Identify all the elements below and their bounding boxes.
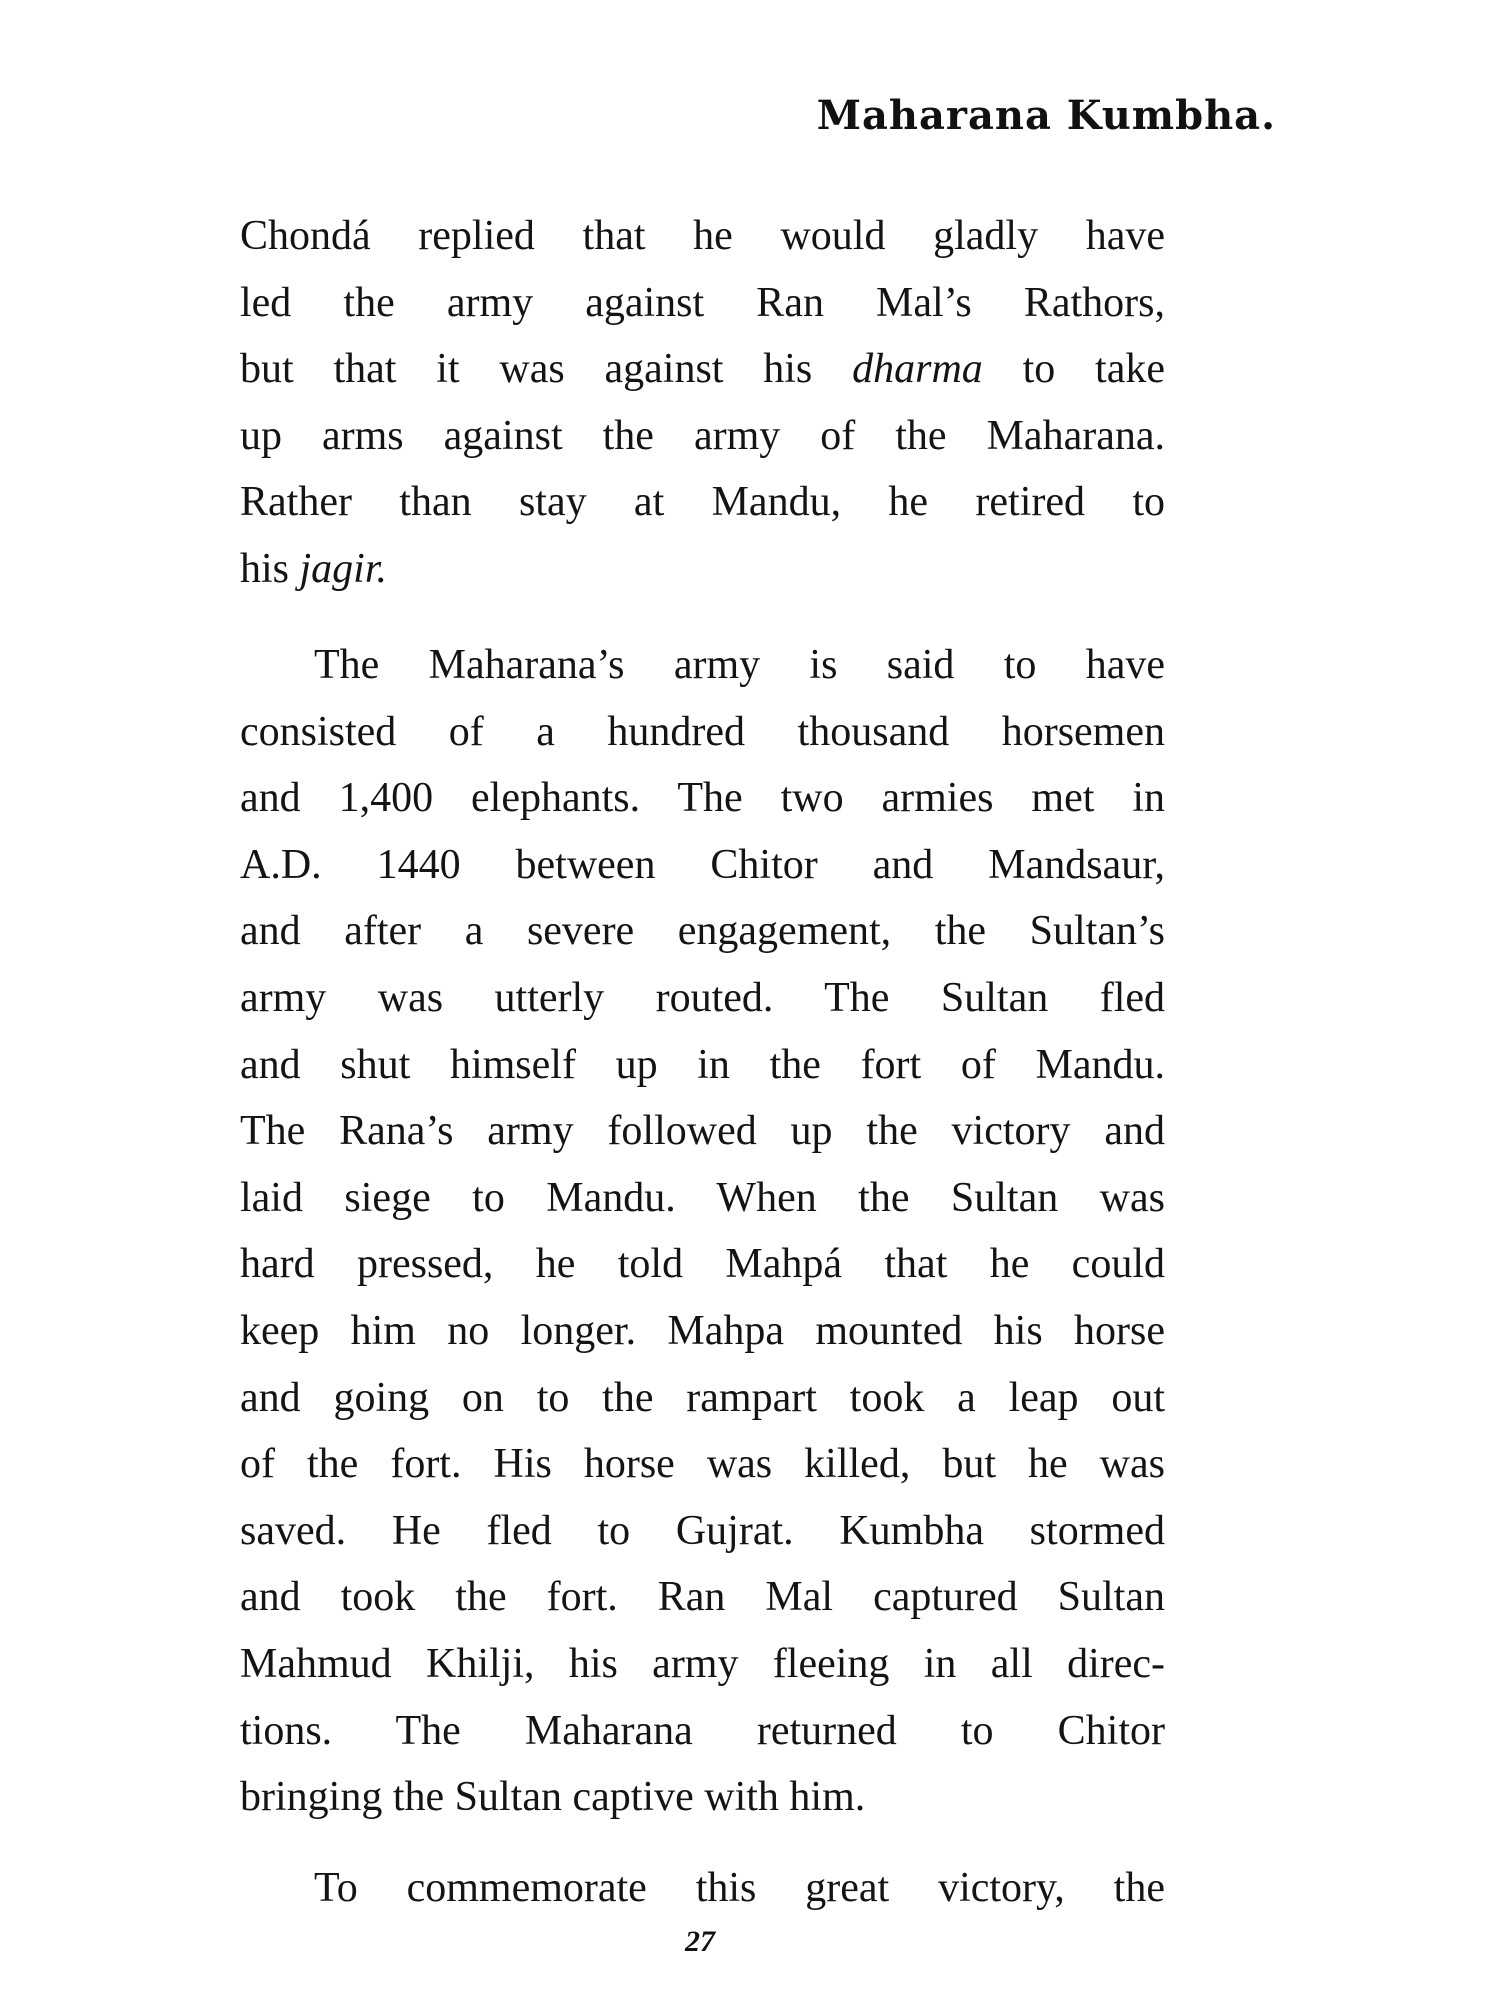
text-line: tions. The Maharana returned to Chitor: [240, 1707, 1165, 1754]
text-line: hard pressed, he told Mahpá that he could: [240, 1241, 1165, 1288]
text-segment: to take: [1022, 346, 1166, 393]
text-line: keep him no longer. Mahpa mounted his horse: [240, 1307, 1165, 1354]
text-line: saved. He fled to Gujrat. Kumbha stormed: [240, 1507, 1165, 1554]
text-line: A.D. 1440 between Chitor and Mandsaur,: [240, 841, 1165, 888]
text-segment: but that it was against his: [240, 346, 813, 393]
text-line: Rather than stay at Mandu, he retired to: [240, 479, 1165, 526]
text-line: and after a severe engagement, the Sultan’s: [240, 908, 1165, 955]
page-number: 27: [685, 1925, 715, 1958]
text-line: bringing the Sultan captive with him.: [240, 1774, 866, 1821]
text-line: and going on to the rampart took a leap out: [240, 1374, 1165, 1421]
italic-term: jagir.: [299, 545, 388, 592]
text-line: Mahmud Khilji, his army fleeing in all direc-: [240, 1640, 1165, 1687]
text-line: [240, 336, 1165, 403]
text-line: led the army against Ran Mal’s Rathors,: [240, 279, 1165, 326]
text-line: The Rana’s army followed up the victory and: [240, 1108, 1165, 1155]
text-line: up arms against the army of the Maharana.: [240, 412, 1165, 459]
running-header: Maharana Kumbha.: [816, 92, 1276, 139]
text-line: [240, 536, 1165, 603]
text-line: and took the fort. Ran Mal captured Sultan: [240, 1574, 1165, 1621]
text-line: laid siege to Mandu. When the Sultan was: [240, 1174, 1165, 1221]
text-line: The Maharana’s army is said to have: [314, 642, 1165, 688]
paragraph-3: [240, 1855, 1165, 1922]
text-segment: his: [240, 545, 290, 592]
text-line: and 1,400 elephants. The two armies met in: [240, 775, 1165, 822]
paragraph-2: [240, 632, 1165, 1831]
text-line: consisted of a hundred thousand horsemen: [240, 708, 1165, 755]
text-line: Chondá replied that he would gladly have: [240, 213, 1165, 259]
italic-term: dharma: [852, 346, 983, 393]
text-line: and shut himself up in the fort of Mandu.: [240, 1041, 1165, 1088]
text-line: of the fort. His horse was killed, but he was: [240, 1441, 1165, 1488]
paragraph-1: [240, 203, 1165, 603]
text-line: To commemorate this great victory, the: [314, 1865, 1165, 1911]
text-line: army was utterly routed. The Sultan fled: [240, 974, 1165, 1021]
